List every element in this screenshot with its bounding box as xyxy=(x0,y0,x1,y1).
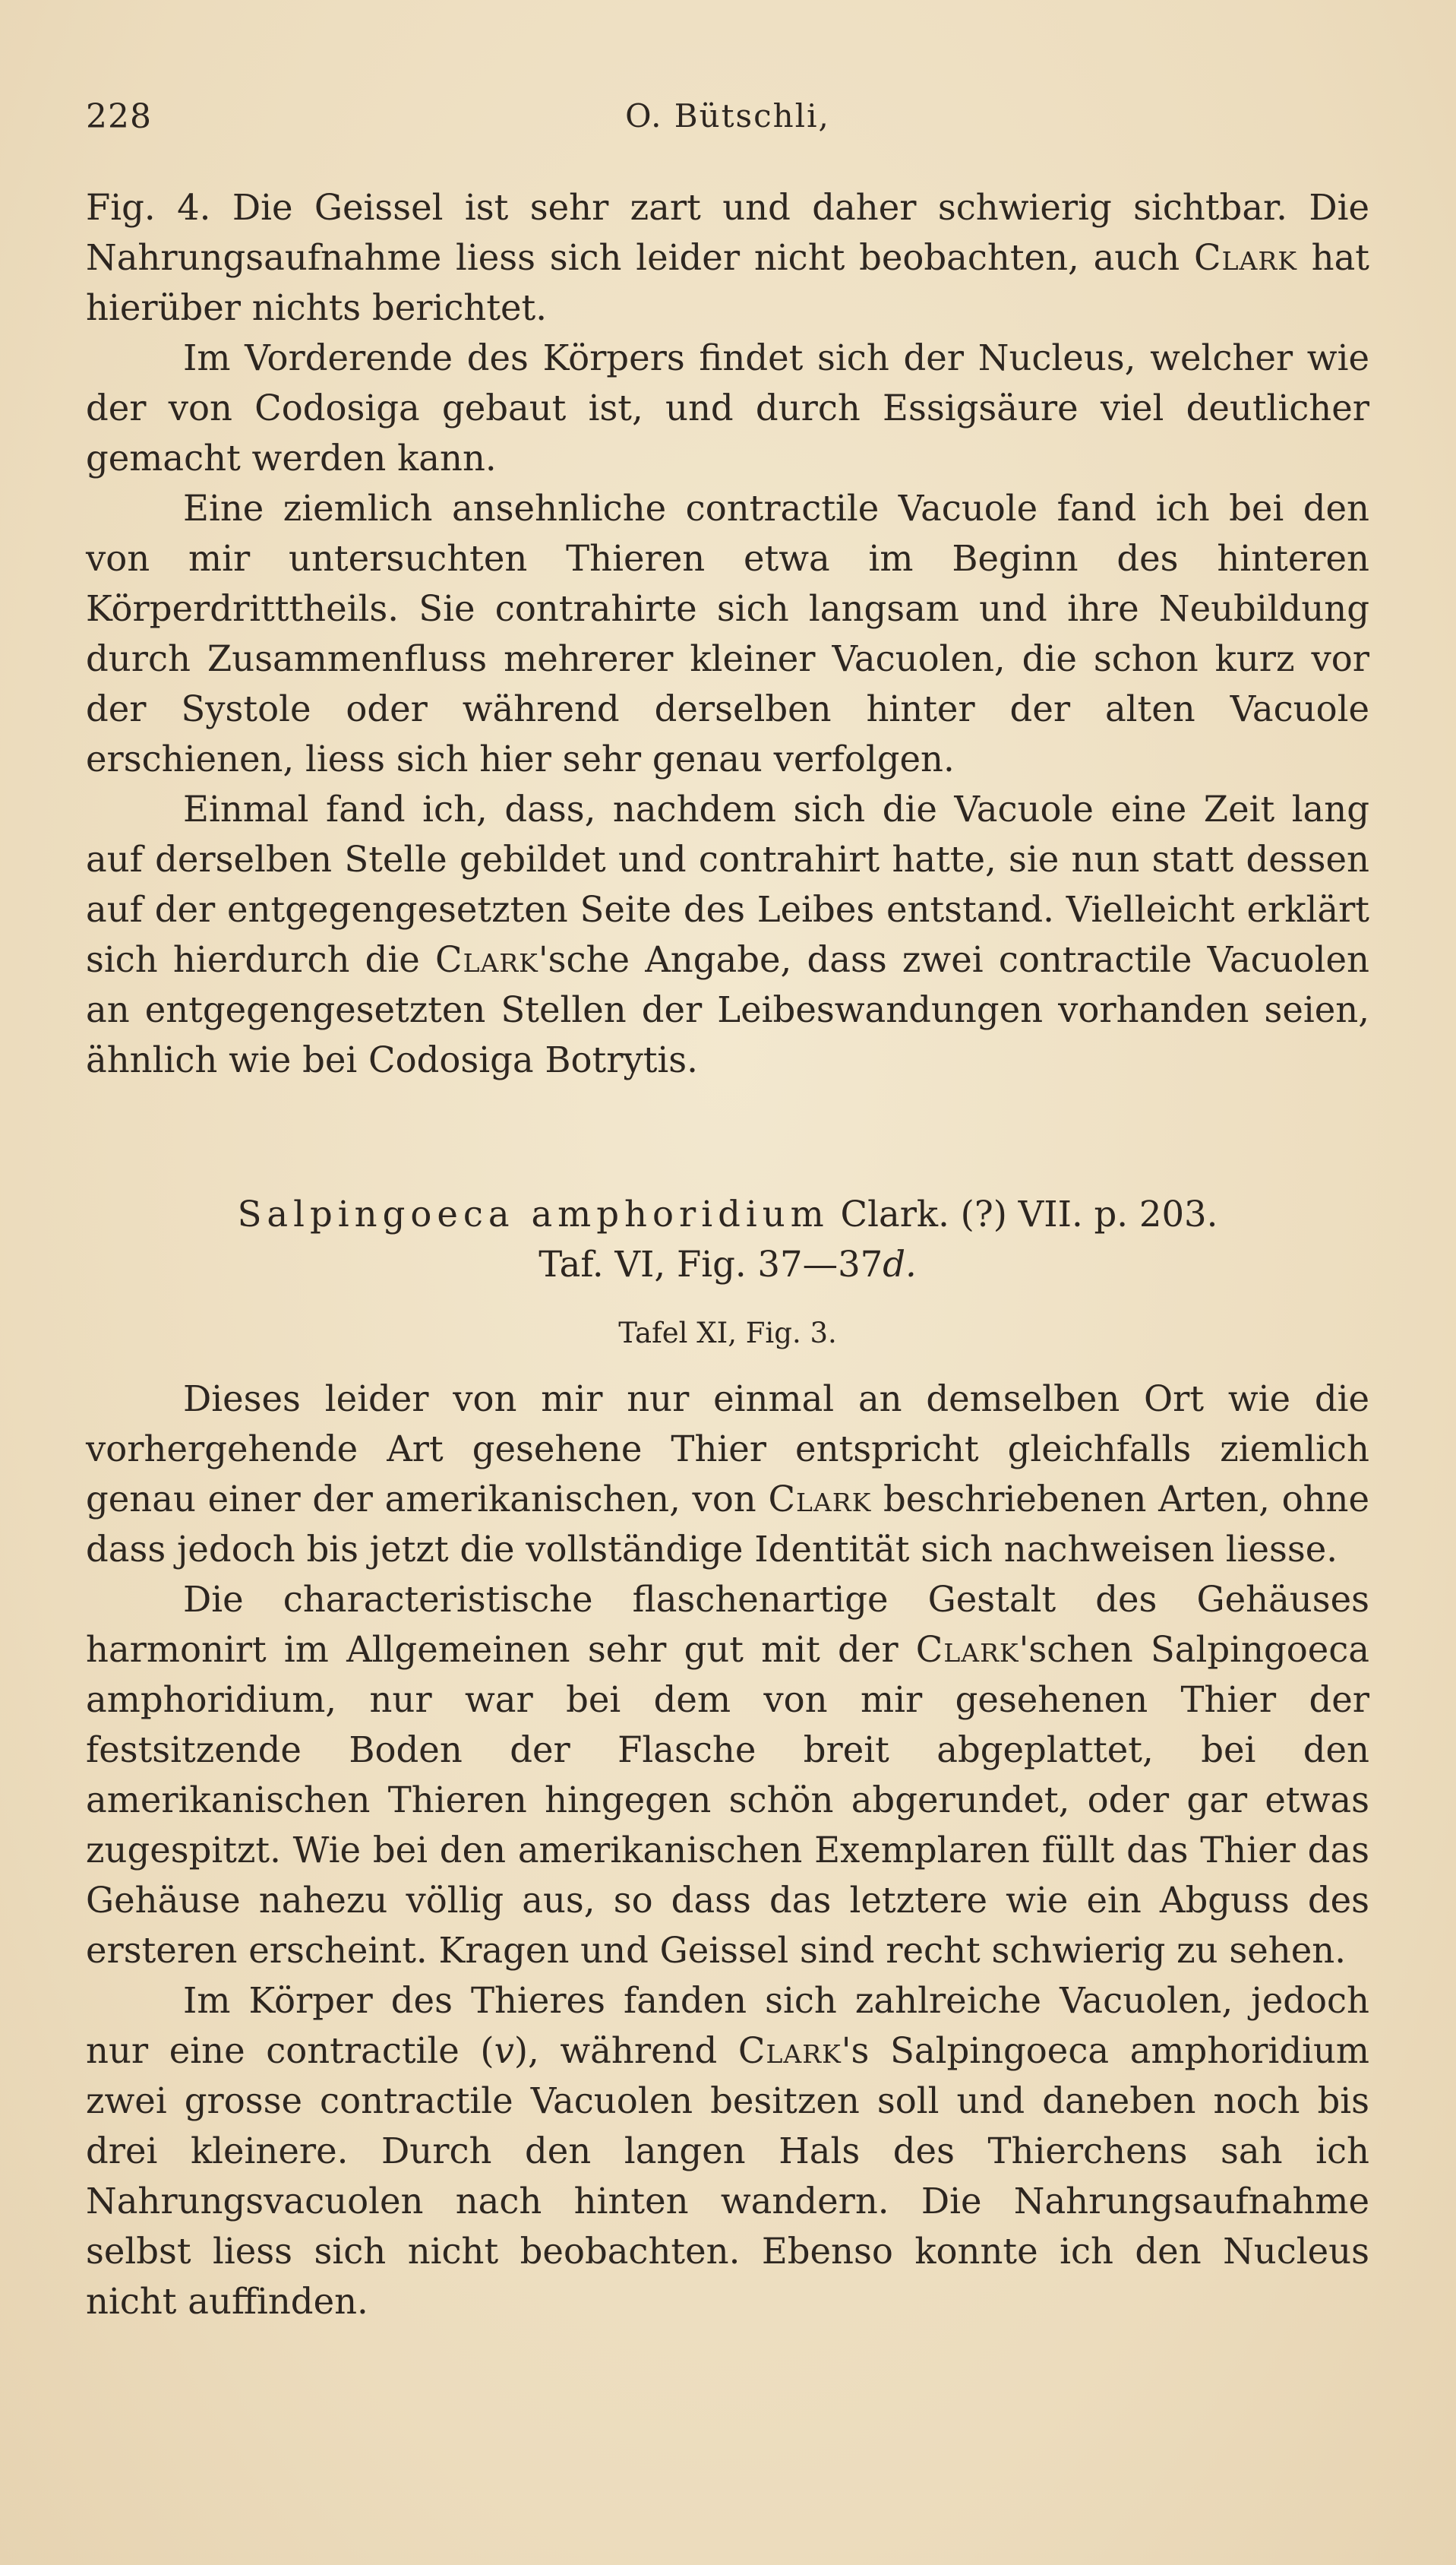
paragraph-text: Dieses leider von mir nur einmal an demselben Ort wie die vorhergehende Art gesehene Thier entspricht gleichfalls ziemlich genau einer der amerikanischen, von xyxy=(86,1378,1369,1520)
running-head: O. Bütschli, xyxy=(625,97,830,134)
author-name: Clark xyxy=(1194,237,1297,278)
paragraph-text: Fig. 4. Die Geissel ist sehr zart und daher schwierig sichtbar. Die Nahrungsaufnahme liess sich leider nicht beobachten, auch xyxy=(86,187,1369,278)
text-section-1 xyxy=(86,182,1369,1085)
paragraph-body xyxy=(86,1975,1369,2326)
paragraph-nucleus: Im Vorderende des Körpers findet sich der Nucleus, welcher wie der von Codosiga gebaut ist, und durch Essigsäure viel deutlicher gemacht werden kann. xyxy=(86,337,1369,479)
paragraph-text: beschriebenen Arten, ohne dass jedoch bis jetzt die vollständige Identität sich nachweisen liesse. xyxy=(86,1479,1369,1570)
section-heading xyxy=(86,1189,1369,1289)
page-number: 228 xyxy=(86,97,152,136)
paragraph-text: hat hierüber nichts berichtet. xyxy=(86,237,1369,328)
page-header xyxy=(86,97,1369,143)
paragraph-identity xyxy=(86,1374,1369,1574)
author-name: Clark xyxy=(915,1629,1019,1670)
species-citation: Clark. (?) VII. p. 203. xyxy=(829,1194,1218,1235)
paragraph-observation xyxy=(86,784,1369,1085)
paragraph-text: 'schen Salpingoeca amphoridium, nur war bei dem von mir gesehenen Thier der festsitzende Boden der Flasche breit abgeplattet, bei den amerikanischen Thieren hingegen schön abgerundet, oder gar etwas zugespitzt. Wie bei den amerikanischen Exemplaren füllt das Thier das Gehäuse nahezu völlig aus, so dass das letztere wie ein Abguss des ersteren erscheint. Kragen und Geissel sind recht schwierig zu sehen. xyxy=(86,1629,1369,1971)
author-name: Clark xyxy=(435,939,538,980)
species-name: Salpingoeca amphoridium xyxy=(237,1194,829,1235)
paragraph-text: Einmal fand ich, dass, nachdem sich die Vacuole eine Zeit lang auf derselben Stelle gebildet und contrahirt hatte, sie nun statt dessen auf der entgegengesetzten Seite des Leibes entstand. Vielleicht erklärt sich hierdurch die xyxy=(86,789,1369,980)
plate-citation-suffix: d. xyxy=(883,1244,917,1285)
paragraph-text: ), während xyxy=(513,2030,738,2071)
symbol-v: v xyxy=(494,2030,514,2071)
paragraph-text: Die characteristische flaschenartige Gestalt des Gehäuses harmonirt im Allgemeinen sehr gut mit der xyxy=(86,1579,1369,1670)
paragraph-text: Im Körper des Thieres fanden sich zahlreiche Vacuolen, jedoch nur eine contractile ( xyxy=(86,1980,1369,2071)
figure-reference: Tafel XI, Fig. 3. xyxy=(618,1317,837,1349)
plate-citation: Taf. VI, Fig. 37—37 xyxy=(538,1244,883,1285)
paragraph-fig4 xyxy=(86,182,1369,333)
paragraph-shape xyxy=(86,1574,1369,1975)
text-section-2 xyxy=(86,1374,1369,2326)
paragraph-vacuole: Eine ziemlich ansehnliche contractile Vacuole fand ich bei den von mir untersuchten Thieren etwa im Beginn des hinteren Körperdritttheils. Sie contrahirte sich langsam und ihre Neubildung durch Zusammenfluss mehrerer kleiner Vacuolen, die schon kurz vor der Systole oder während derselben hinter der alten Vacuole erschienen, liess sich hier sehr genau verfolgen. xyxy=(86,488,1369,780)
paragraph-text: 's Salpingoeca amphoridium zwei grosse contractile Vacuolen besitzen soll und daneben noch bis drei kleinere. Durch den langen Hals des Thierchens sah ich Nahrungsvacuolen nach hinten wandern. Die Nahrungsaufnahme selbst liess sich nicht beobachten. Ebenso konnte ich den Nucleus nicht auffinden. xyxy=(86,2030,1369,2322)
author-name: Clark xyxy=(737,2030,842,2071)
paragraph-text: 'sche Angabe, dass zwei contractile Vacuolen an entgegengesetzten Stellen der Leibeswandungen vorhanden seien, ähnlich wie bei Codosiga Botrytis. xyxy=(86,939,1369,1080)
plate-citation-line xyxy=(86,1239,1369,1289)
author-name: Clark xyxy=(768,1479,872,1520)
species-title-line xyxy=(86,1189,1369,1239)
